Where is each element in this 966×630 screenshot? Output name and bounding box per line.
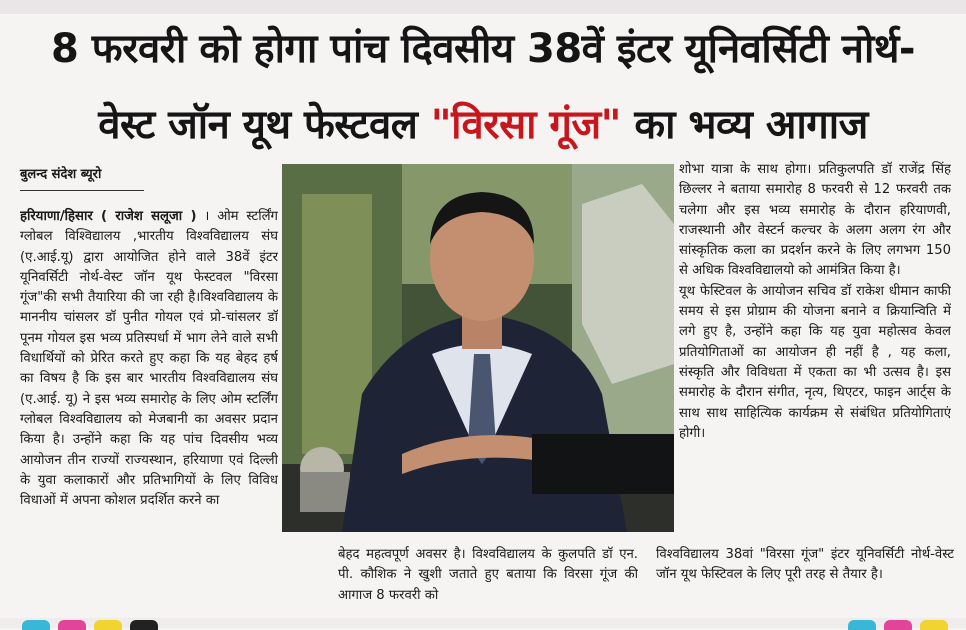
headline-line-1: 8 फरवरी को होगा पांच दिवसीय 38वें इंटर यूनिवर्सिटी नोर्थ- bbox=[50, 26, 915, 72]
article-left-text: । ओम स्टर्लिंग ग्लोबल विश्विद्यालय ,भारतीय विश्वविद्यालय संघ (ए.आई.यू) द्वारा आयोजित होने वाले 38वें इंटर यूनिवर्सिटी नोर्थ-वेस्ट जॉन यूथ फेस्टवल "विरसा गूंज"की सभी तैयारिया की जा रही है।विश्वविद्यालय के माननीय चांसलर डॉ पुनीत गोयल एवं प्रो-चांसलर डॉ पूनम गोयल इस भव्य प्रतिस्पर्धा में भाग लेने वाले सभी विधार्थियों को प्रेरित करते हुए कहा कि यह बेहद हर्ष का विषय है कि इस बार भारतीय विश्वविद्यालय संघ (ए.आई. यू) ने इस भव्य समारोह के लिए ओम स्टर्लिंग ग्लोबल विश्वविद्यालय को मेजबानी का अवसर प्रदान किया है। उन्होंने कहा कि यह पांच दिवसीय भव्य आयोजन तीन राज्यों राज्यस्थान, हरियाणा एवं दिल्ली के युवा कलाकारों और प्रतिभागियों के लिए विविध विधाओं में अपना कोशल प्रदर्शित करने का bbox=[20, 209, 278, 509]
headline-highlight: "विरसा गूंज" bbox=[430, 102, 621, 148]
print-color-mark-magenta bbox=[58, 620, 86, 630]
article-column-bottom-middle bbox=[338, 545, 638, 613]
article-column-bottom-right bbox=[656, 545, 954, 613]
article-column-left bbox=[20, 207, 278, 612]
print-color-mark-cyan bbox=[22, 620, 50, 630]
print-color-mark-yellow bbox=[94, 620, 122, 630]
print-color-mark-magenta-right bbox=[884, 620, 912, 630]
article-dateline: हरियाणा/हिसार ( राजेश सलूजा ) bbox=[20, 209, 197, 224]
page-top-strip bbox=[0, 0, 966, 14]
article-photo bbox=[282, 164, 674, 532]
byline: बुलन्द संदेश ब्यूरो bbox=[20, 166, 144, 191]
article-right-para-1: शोभा यात्रा के साथ होगा। प्रतिकुलपति डॉ राजेंद्र सिंह छिल्लर ने बताया समारोह 8 फरवरी से 12 फरवरी तक चलेगा और इस भव्य समारोह के दौरान हरियाणवी, राजस्थानी और वेस्टर्न कल्चर के अलग अलग रंग और सांस्कृतिक कला का प्रदर्शन करने के लिए लगभग 150 से अधिक विश्वविद्यालयो को आमंत्रित किया है। bbox=[679, 162, 951, 279]
article-bottom-middle-text: बेहद महत्वपूर्ण अवसर है। विश्वविद्यालय के कुलपति डॉ एन. पी. कौशिक ने खुशी जताते हुए बताया कि विरसा गूंज की आगाज 8 फरवरी को bbox=[338, 547, 638, 603]
print-color-mark-yellow-right bbox=[920, 620, 948, 630]
article-right-para-2: यूथ फेस्टिवल के आयोजन सचिव डॉ राकेश धीमान काफी समय से इस प्रोग्राम की योजना बनाने व क्रियान्विति में लगे हुए है, उन्होंने कहा कि यह युवा महोत्सव केवल प्रतियोगिताओं का आयोजन ही नहीं है , यह कला, संस्कृति और विविधता में एकता का भी उत्सव है। इस समारोह के दौरान संगीत, नृत्य, थिएटर, फाइन आर्ट्स के साथ साथ साहित्यिक कार्यक्रम से संबंधित प्रतियोगिताएं होगी। bbox=[679, 283, 951, 441]
headline-line-2-end: का भव्य आगाज bbox=[620, 102, 868, 148]
print-color-mark-cyan-right bbox=[848, 620, 876, 630]
headline-line-2-start: वेस्ट जॉन यूथ फेस्टवल bbox=[98, 102, 431, 148]
headline-line-2 bbox=[8, 98, 958, 152]
article-bottom-right-text: विश्वविद्यालय 38वां "विरसा गूंज" इंटर यूनिवर्सिटी नोर्थ-वेस्ट जॉन यूथ फेस्टिवल के लिए पूरी तरह से तैयार है। bbox=[656, 547, 954, 583]
print-color-mark-black bbox=[130, 620, 158, 630]
